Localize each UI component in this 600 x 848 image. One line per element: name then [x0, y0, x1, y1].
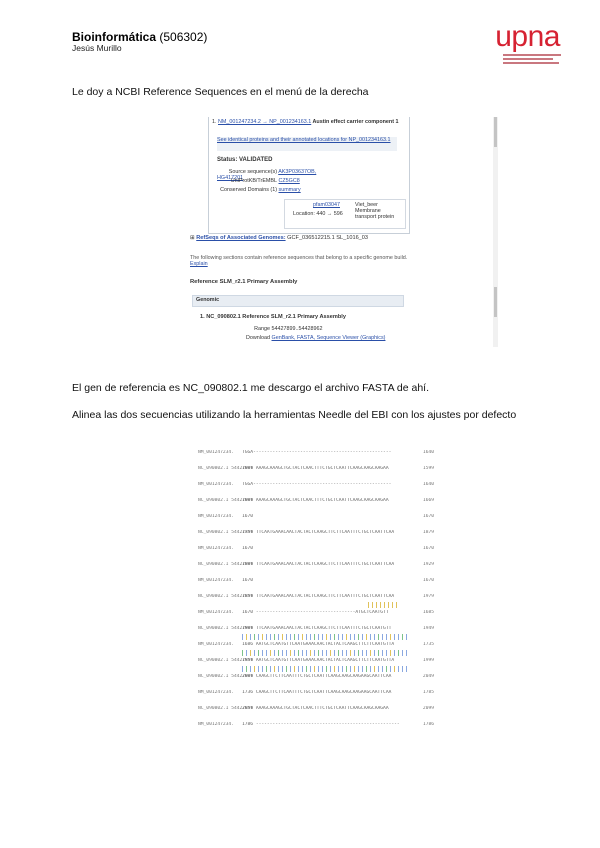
scrollbar[interactable] [493, 117, 498, 347]
alignment-row: NM_001247234. 1670 1670 [198, 578, 434, 583]
result-item-title: 1. NM_001247234.2 → NP_001234163.1 Austin effect carrier component 1 [212, 119, 399, 125]
paragraph-needle-alignment: Alinea las dos secuencias utilizando la herramientas Needle del EBI con los ajustes por defecto [72, 409, 517, 421]
alignment-row: NM_001247234. 1786 ---------------------------------------------------- 1786 [198, 722, 434, 727]
course-title: Bioinformática [72, 30, 157, 44]
alignment-row: NM_001247234. 1670 1670 [198, 514, 434, 519]
alignment-row: NM_001247234. 1670 1670 [198, 546, 434, 551]
genomes-description: The following sections contain reference sequences that belong to a specific genome build. Explain [190, 255, 408, 267]
alignment-row: NC_090802.1 54427899 1851 TTCAATGAAACAACTACTACTCAAGCTTCTTCAATTTCTGCTCAATTCAA 1979 [198, 594, 434, 599]
conserved-domain-box: pfam03047 Location: 440 → 596 Viet_beer Membrane transport protein [284, 199, 406, 229]
nc-item-title: 1. NC_090802.1 Reference SLM_r2.1 Primary Assembly [200, 314, 346, 320]
alignment-row: NM_001247234. 1670 ------------------------------------ATGCTCAATGTT 1685 [198, 610, 434, 615]
paragraph-reference-gene: El gen de referencia es NC_090802.1 me descargo el archivo FASTA de ahí. [72, 382, 430, 394]
scrollbar-thumb-bottom[interactable] [494, 287, 497, 317]
upna-logo-tagline-graphic [503, 52, 563, 66]
match-bars [242, 650, 412, 656]
status-label: Status: VALIDATED [217, 157, 273, 163]
alignment-row: NC_090802.1 54427899 1951 AATGCTCAATGTTCAATGAAACAACTACTACTCAAGCTTCTTCAATGTTA 1999 [198, 658, 434, 663]
source-rows: Source sequence(s) AK3P03637OB, HG417201 UniProtKB/TrEMBL CZ5GC8 Conserved Domains (1) summary [217, 169, 317, 193]
explain-link[interactable]: Explain [190, 261, 208, 267]
match-bars [368, 602, 408, 608]
alignment-row: NC_090802.1 54427899 1901 TTCAATGAAACAACTACTACTCAAGCTTCTTCAATTTCTGCTCAATGTT 1949 [198, 626, 434, 631]
alignment-row: NC_090802.1 54427899 2051 AAAGCAAAGCTGCTACTCAACTTTCTGCTCAATTCAAGCAAGCAAGAA 2099 [198, 706, 434, 711]
download-links[interactable]: GenBank, FASTA, Sequence Viewer (Graphics) [271, 335, 386, 341]
ncbi-screenshot [190, 117, 498, 347]
upna-logo: upna [495, 20, 560, 53]
alignment-row: NC_090802.1 54427899 1751 TTCAATGAAACAACTACTACTCAAGCTTCTTCAATTTCTGCTCAATTCAA 1879 [198, 530, 434, 535]
match-bars [242, 634, 412, 640]
author-name: Jesús Murillo [72, 43, 122, 53]
alignment-row: NC_090802.1 54427899 2001 CAAGCTTCTTCAATTTCTGCTCAATTCAAGCAAGCAAGAAGCAATTCAA 2049 [198, 674, 434, 679]
document-title [72, 30, 207, 44]
needle-alignment [198, 450, 434, 742]
alignment-row: NM_001247234. 1686 AATGCTCAATGTTCAATGAAACAACTACTACTCAAGCTTCTTCAATGTTA 1735 [198, 642, 434, 647]
plus-icon: ⊞ [190, 235, 195, 241]
alignment-row: NM_001247234. TGGA-------------------------------------------------- 1640 [198, 450, 434, 455]
identical-proteins-link[interactable]: See identical proteins and their annotated locations for NP_001234163.1 [217, 137, 397, 151]
genomic-section-bar: Genomic [192, 295, 404, 307]
protein-result-box [208, 117, 410, 234]
alignment-row: NC_090802.1 54427899 1801 TTCAATGAAACAACTACTACTCAAGCTTCTTCAATTTCTGCTCAATTCAA 1929 [198, 562, 434, 567]
alignment-row: NC_090802.1 54427899 1001 AAAGCAAAGCTGCTACTCAACTTTCTGCTCAATTCAAGCAAGCAAGAA 1669 [198, 498, 434, 503]
course-code: (506302) [159, 30, 208, 44]
associated-genomes: ⊞ RefSeqs of Associated Genomes: GCF_036512215.1 SL_1016_03 [190, 235, 369, 241]
match-bars [242, 666, 412, 672]
assembly-heading: Reference SLM_r2.1 Primary Assembly [190, 279, 298, 285]
paragraph-ncbi-menu: Le doy a NCBI Reference Sequences en el menú de la derecha [72, 86, 369, 98]
alignment-row: NM_001247234. 1736 CAAGCTTCTTCAATTTCTGCTCAATTCAAGCAAGCAAGAAGCAATTCAA 1785 [198, 690, 434, 695]
refseq-link[interactable]: NM_001247234.2 → NP_001234163.1 [218, 119, 312, 125]
scrollbar-thumb-top[interactable] [494, 117, 497, 147]
nc-item-details: Range 54427899..54428962 Download GenBank, FASTA, Sequence Viewer (Graphics) [246, 326, 386, 341]
alignment-row: NM_001247234. TGGA-------------------------------------------------- 1640 [198, 482, 434, 487]
alignment-row: NC_090802.1 54427899 1001 AAAGCAAAGCTGCTACTCAACTTTCTGCTCAATTCAAGCAAGCAAGAA 1599 [198, 466, 434, 471]
